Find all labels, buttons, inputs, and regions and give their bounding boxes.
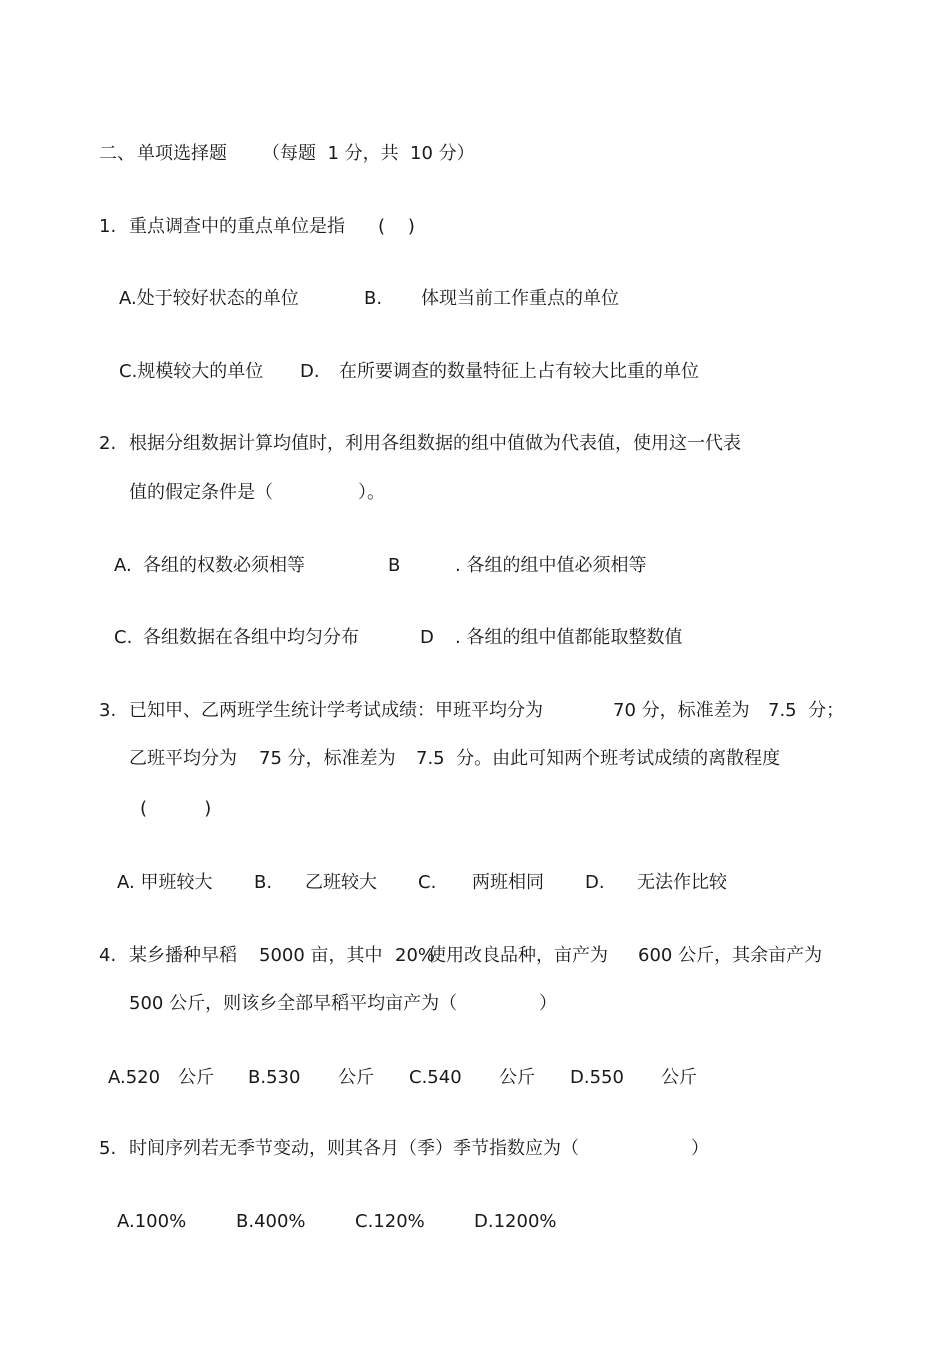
question-4-option-a: A.520 <box>108 1067 161 1088</box>
question-5-option-c: C.120% <box>355 1211 425 1232</box>
question-4-option-c: C.540 <box>409 1067 462 1088</box>
question-5-option-a: A.100% <box>117 1211 187 1232</box>
question-4-option-d-unit: 公斤 <box>661 1067 697 1088</box>
question-4-line1-e: 600 公斤，其余亩产为 <box>638 945 823 966</box>
question-1-stem: 重点调查中的重点单位是指 <box>129 216 345 237</box>
question-2-number: 2. <box>99 433 117 454</box>
question-1-blank: ( ) <box>378 216 415 237</box>
question-1-option-a: A.处于较好状态的单位 <box>119 288 299 309</box>
question-5-number: 5. <box>99 1138 117 1159</box>
question-2-option-c: 各组数据在各组中均匀分布 <box>143 627 359 648</box>
question-4-number: 4. <box>99 945 117 966</box>
question-4-line2-a: 500 公斤，则该乡全部早稻平均亩产为（ <box>129 993 458 1014</box>
question-1-number: 1. <box>99 216 117 237</box>
question-3-option-d: 无法作比较 <box>637 872 727 893</box>
question-2-stem-line1: 根据分组数据计算均值时，利用各组数据的组中值做为代表值，使用这一代表 <box>129 433 741 454</box>
question-4-option-b: B.530 <box>248 1067 301 1088</box>
question-1-option-b-label: B. <box>364 288 383 309</box>
question-3-line1-b: 70 分，标准差为 <box>613 700 750 721</box>
question-2-stem-line2: 值的假定条件是（ <box>129 482 273 503</box>
question-3-option-a: A. 甲班较大 <box>117 872 213 893</box>
question-4-line1-d: 使用改良品种，亩产为 <box>428 945 608 966</box>
question-5-option-b: B.400% <box>236 1211 306 1232</box>
question-1-option-c: C.规模较大的单位 <box>119 361 264 382</box>
question-2-option-d: . 各组的组中值都能取整数值 <box>455 627 683 648</box>
question-2-option-a: 各组的权数必须相等 <box>143 555 305 576</box>
question-3-blank: ( ) <box>140 798 212 819</box>
question-2-option-a-label: A. <box>114 555 132 576</box>
question-4-option-c-unit: 公斤 <box>499 1067 535 1088</box>
section-number: 二、 <box>99 143 135 164</box>
section-scoring: （每题 1 分，共 10 分） <box>262 143 475 164</box>
question-3-line1-a: 已知甲、乙两班学生统计学考试成绩：甲班平均分为 <box>129 700 543 721</box>
question-2-option-c-label: C. <box>114 627 133 648</box>
question-2-option-b-label: B <box>388 555 401 576</box>
question-4-line1-b: 5000 亩，其中 <box>259 945 383 966</box>
question-5-stem: 时间序列若无季节变动，则其各月（季）季节指数应为（ <box>129 1138 579 1159</box>
question-2-option-b: . 各组的组中值必须相等 <box>455 555 647 576</box>
question-3-line1-c: 7.5 分； <box>768 700 845 721</box>
question-3-option-d-label: D. <box>585 872 605 893</box>
question-4-line1-a: 某乡播种早稻 <box>129 945 237 966</box>
question-2-option-d-label: D <box>420 627 434 648</box>
question-3-option-b: 乙班较大 <box>305 872 377 893</box>
question-4-line1-c: 20% <box>395 945 436 966</box>
question-4-line2-b: ） <box>539 993 557 1014</box>
question-4-option-b-unit: 公斤 <box>338 1067 374 1088</box>
question-5-option-d: D.1200% <box>474 1211 557 1232</box>
question-1-option-d: 在所要调查的数量特征上占有较大比重的单位 <box>339 361 699 382</box>
question-4-option-d: D.550 <box>570 1067 624 1088</box>
section-title: 单项选择题 <box>137 143 227 164</box>
question-3-line2-c: 7.5 分。由此可知两个班考试成绩的离散程度 <box>416 748 781 769</box>
question-1-option-d-label: D. <box>300 361 320 382</box>
question-3-line2-b: 75 分，标准差为 <box>259 748 396 769</box>
question-3-option-c: 两班相同 <box>472 872 544 893</box>
question-4-option-a-unit: 公斤 <box>178 1067 214 1088</box>
question-1-option-b: 体现当前工作重点的单位 <box>421 288 619 309</box>
question-3-number: 3. <box>99 700 117 721</box>
question-3-line2-a: 乙班平均分为 <box>129 748 237 769</box>
question-3-option-c-label: C. <box>418 872 437 893</box>
question-5-stem-end: ） <box>691 1138 709 1159</box>
question-2-stem-end: ）。 <box>358 482 385 503</box>
question-3-option-b-label: B. <box>254 872 273 893</box>
